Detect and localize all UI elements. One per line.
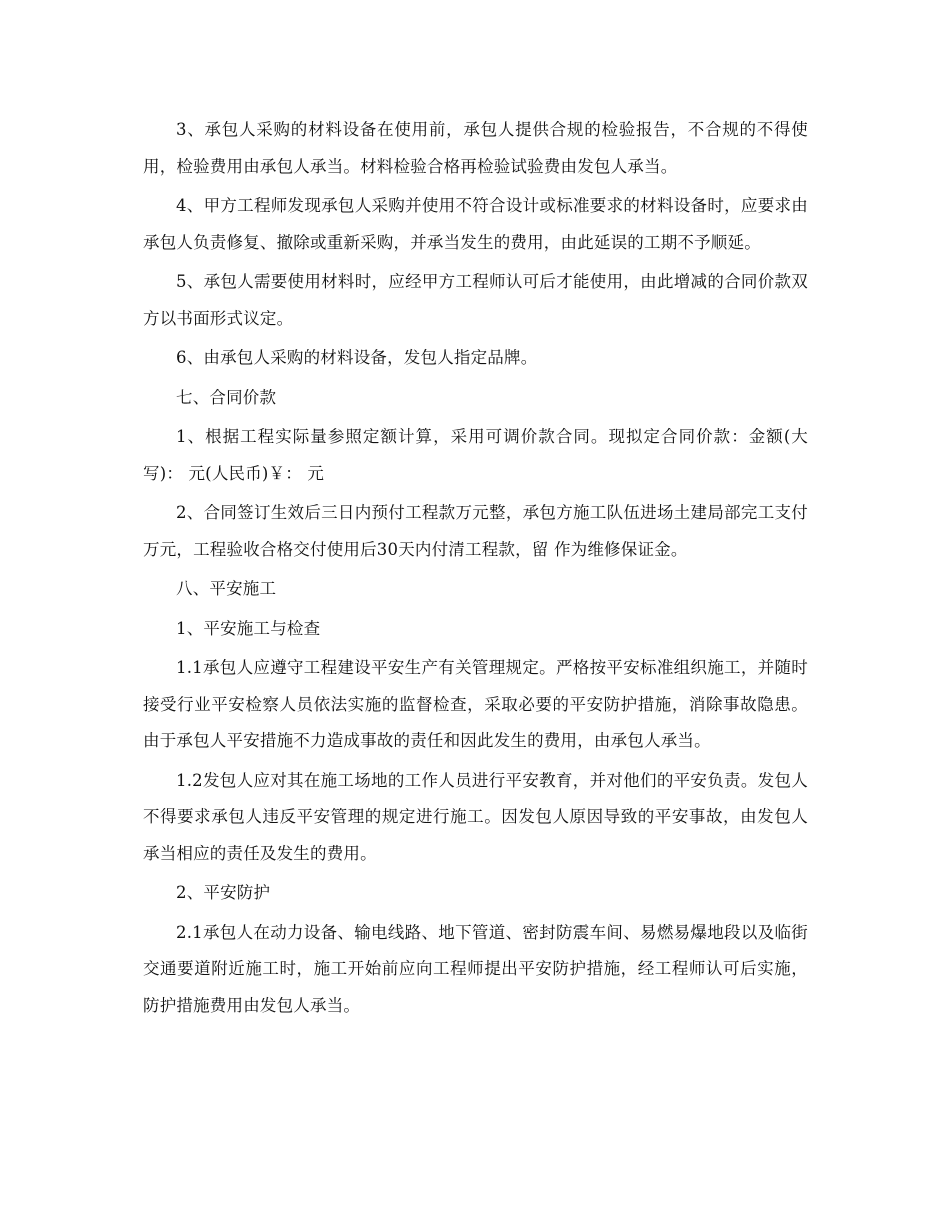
clause-price-1-calculation: 1、根据工程实际量参照定额计算，采用可调价款合同。现拟定合同价款：金额(大写)： 元(人民币)￥： 元: [143, 427, 808, 483]
clause-4-nonconforming-materials: 4、甲方工程师发现承包人采购并使用不符合设计或标准要求的材料设备时，应要求由承包人负责修复、撤除或重新采购，并承当发生的费用，由此延误的工期不予顺延。: [143, 196, 808, 252]
clause-5-material-approval: 5、承包人需要使用材料时，应经甲方工程师认可后才能使用，由此增减的合同价款双方以书面形式议定。: [143, 272, 808, 328]
document-body: [143, 112, 808, 1027]
subsection-heading-safety-inspection: 1、平安施工与检查: [176, 618, 321, 638]
clause-price-2-payment-schedule: 2、合同签订生效后三日内预付工程款万元整，承包方施工队伍进场土建局部完工支付万元，工程验收合格交付使用后30天内付清工程款，留 作为维修保证金。: [143, 503, 808, 559]
clause-3-material-inspection: 3、承包人采购的材料设备在使用前，承包人提供合规的检验报告，不合规的不得使用，检验费用由承包人承当。材料检验合格再检验试验费由发包人承当。: [143, 120, 808, 176]
section-heading-contract-price: 七、合同价款: [176, 387, 277, 407]
clause-1-1-contractor-safety: 1.1承包人应遵守工程建设平安生产有关管理规定。严格按平安标准组织施工，并随时接受行业平安检察人员依法实施的监督检查，采取必要的平安防护措施，消除事故隐患。由于承包人平安措施不力造成事故的责任和因此发生的费用，由承包人承当。: [143, 658, 808, 750]
clause-6-designated-brand: 6、由承包人采购的材料设备，发包人指定品牌。: [176, 348, 538, 367]
clause-1-2-employer-safety: 1.2发包人应对其在施工场地的工作人员进行平安教育，并对他们的平安负责。发包人不得要求承包人违反平安管理的规定进行施工。因发包人原因导致的平安事故，由发包人承当相应的责任及发生的费用。: [143, 770, 808, 863]
section-heading-safe-construction: 八、平安施工: [176, 579, 277, 598]
clause-2-1-protection-measures: 2.1承包人在动力设备、输电线路、地下管道、密封防震车间、易燃易爆地段以及临街交通要道附近施工时，施工开始前应向工程师提出平安防护措施，经工程师认可后实施，防护措施费用由发包人承当。: [143, 922, 808, 1015]
subsection-heading-safety-protection: 2、平安防护: [176, 883, 271, 902]
